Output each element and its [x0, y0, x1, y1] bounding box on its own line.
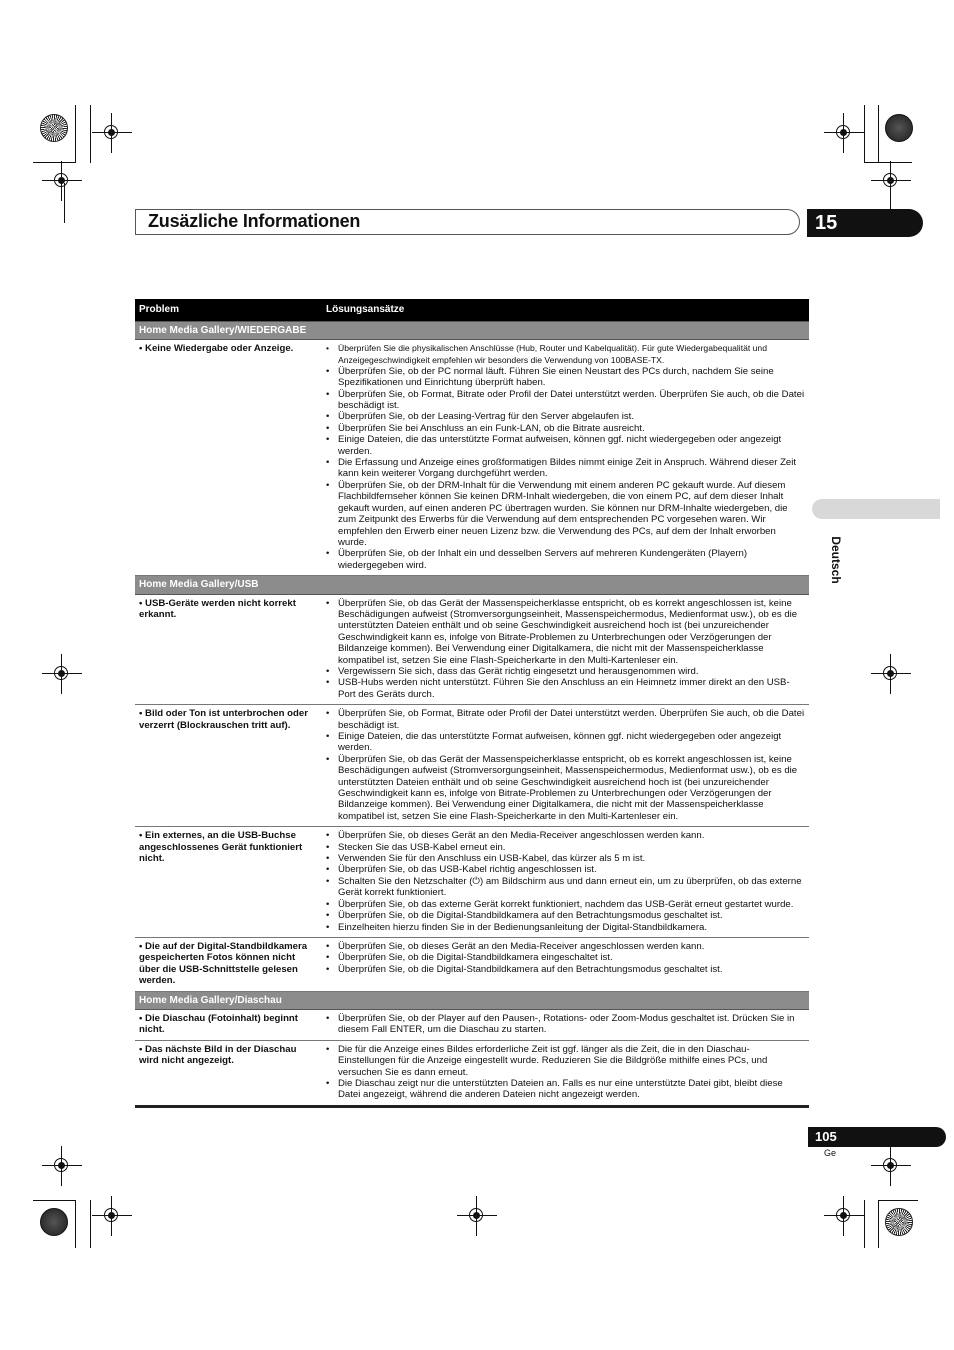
registration-cross-icon — [824, 113, 864, 153]
table-row — [135, 1009, 809, 1040]
solution-item: • Überprüfen Sie, ob der PC normal läuft. Führen Sie einen Neustart des PCs durch, nachdem Sie seine Spezifikationen und Einrichtung überprüft haben. — [326, 366, 805, 389]
section-header-row — [135, 576, 809, 594]
table-row — [135, 705, 809, 827]
problem-cell: • USB-Geräte werden nicht korrekt erkannt. — [135, 594, 322, 705]
solutions-cell — [322, 594, 809, 705]
section-header-row — [135, 991, 809, 1009]
registration-cross-icon — [871, 1146, 911, 1186]
problem-cell: • Ein externes, an die USB-Buchse angeschlossenes Gerät funktioniert nicht. — [135, 827, 322, 938]
solution-item: • Einzelheiten hierzu finden Sie in der Bedienungsanleitung der Digital-Standbildkamera. — [326, 922, 805, 933]
solutions-cell — [322, 1040, 809, 1106]
solution-item: • Einige Dateien, die das unterstützte Format aufweisen, können ggf. nicht wiedergegeben oder angezeigt werden. — [326, 434, 805, 457]
solution-item: • Überprüfen Sie, ob der Player auf den Pausen-, Rotations- oder Zoom-Modus geschaltet ist. Drücken Sie in diesem Fall ENTER, um die Diaschau zu starten. — [326, 1013, 805, 1036]
solution-item: • Überprüfen Sie, ob die Digital-Standbildkamera auf den Betrachtungsmodus geschaltet ist. — [326, 910, 805, 921]
table-row — [135, 594, 809, 705]
solution-item: • Stecken Sie das USB-Kabel erneut ein. — [326, 842, 805, 853]
solutions-list — [326, 708, 805, 822]
problem-cell: • Bild oder Ton ist unterbrochen oder verzerrt (Blockrauschen tritt auf). — [135, 705, 322, 827]
crop-mark — [878, 1200, 918, 1201]
solutions-list — [326, 1044, 805, 1101]
solutions-cell — [322, 705, 809, 827]
solution-item: • Überprüfen Sie, ob der DRM-Inhalt für die Verwendung mit einem anderen PC gekauft wurde. Auf diesem Flachbildfernseher können Sie keinen DRM-Inhalt wiedergeben, die von einem PC, auf dem dieser Inhalt gekauft wurden, auf einen anderen PC übertragen wurden. Sie können nur DRM-Inhalte wiedergeben, die zum Zeitpunkt des Erwerbs für die Verwendung auf dem entsprechenden PC vorgesehen waren. Wir empfehlen den Erwerb einer neuen Lizenz bzw. die Verwendung des PCs, auf dem der Inhalt erworben wurde. — [326, 480, 805, 548]
solution-item: • Überprüfen Sie, ob das externe Gerät korrekt funktioniert, nachdem das USB-Gerät erneut gestartet wurde. — [326, 899, 805, 910]
page-number-badge: 105 — [808, 1127, 946, 1147]
solution-item: • Schalten Sie den Netzschalter (⏻) am Bildschirm aus und dann erneut ein, um zu überprüfen, ob das externe Gerät korrekt funktioniert. — [326, 876, 805, 899]
solution-item: • Überprüfen Sie, ob die Digital-Standbildkamera auf den Betrachtungsmodus geschaltet ist. — [326, 964, 805, 975]
solution-item: • Überprüfen Sie, ob der Inhalt ein und desselben Servers auf mehreren Kundengeräten (Playern) wiedergegeben wird. — [326, 548, 805, 571]
solution-item: • Überprüfen Sie, ob der Leasing-Vertrag für den Server abgelaufen ist. — [326, 411, 805, 422]
solution-item: • Die für die Anzeige eines Bildes erforderliche Zeit ist ggf. länger als die Zeit, die in den Diaschau-Einstellungen für die Anzeige eingestellt wurde. Reduzieren Sie die Bildgröße mithilfe eines PCs, und versuchen Sie es dann erneut. — [326, 1044, 805, 1078]
table-row — [135, 827, 809, 938]
solutions-list — [326, 343, 805, 571]
troubleshooting-table — [135, 299, 809, 1108]
section-title: Home Media Gallery/WIEDERGABE — [135, 322, 809, 340]
solutions-list — [326, 598, 805, 701]
problem-cell: • Die Diaschau (Fotoinhalt) beginnt nicht. — [135, 1009, 322, 1040]
registration-cross-icon — [871, 161, 911, 201]
solution-item: • Überprüfen Sie, ob dieses Gerät an den Media-Receiver angeschlossen werden kann. — [326, 941, 805, 952]
problem-cell: • Das nächste Bild in der Diaschau wird nicht angezeigt. — [135, 1040, 322, 1106]
chapter-header — [135, 209, 800, 235]
crop-mark — [75, 1200, 76, 1248]
solution-item: • Verwenden Sie für den Anschluss ein USB-Kabel, das kürzer als 5 m ist. — [326, 853, 805, 864]
rosette-mark-icon — [40, 1208, 68, 1236]
registration-cross-icon — [92, 1196, 132, 1236]
language-label: Deutsch — [829, 536, 843, 584]
crop-mark — [33, 1200, 75, 1201]
solutions-cell — [322, 827, 809, 938]
section-header-row — [135, 322, 809, 340]
table-row — [135, 937, 809, 991]
registration-cross-icon — [42, 654, 82, 694]
rosette-mark-icon — [40, 114, 68, 142]
language-code: Ge — [824, 1148, 837, 1158]
problem-cell: • Keine Wiedergabe oder Anzeige. — [135, 340, 322, 576]
registration-cross-icon — [42, 161, 82, 201]
crop-mark — [90, 1200, 91, 1248]
section-title: Home Media Gallery/Diaschau — [135, 991, 809, 1009]
registration-cross-icon — [824, 1196, 864, 1236]
solution-item: • Überprüfen Sie bei Anschluss an ein Funk-LAN, ob die Bitrate ausreicht. — [326, 423, 805, 434]
crop-mark — [90, 105, 91, 163]
solution-item: • Überprüfen Sie die physikalischen Anschlüsse (Hub, Router und Kabelqualität). Für gute Wiedergabequalität und Anzeigegeschwindigkeit empfehlen wir besonders die Verwendung von 100BASE-TX. — [326, 343, 805, 365]
solution-item: • Einige Dateien, die das unterstützte Format aufweisen, können ggf. nicht wiedergegeben oder angezeigt werden. — [326, 731, 805, 754]
crop-mark — [878, 1200, 879, 1248]
registration-cross-icon — [457, 1196, 497, 1236]
problem-cell: • Die auf der Digital-Standbildkamera gespeicherten Fotos können nicht über die USB-Schnittstelle gelesen werden. — [135, 937, 322, 991]
registration-cross-icon — [92, 113, 132, 153]
crop-mark — [864, 105, 865, 163]
section-title: Home Media Gallery/USB — [135, 576, 809, 594]
table-row — [135, 1040, 809, 1106]
crop-mark — [75, 105, 76, 163]
solutions-list — [326, 941, 805, 975]
table-body — [135, 322, 809, 1107]
solution-item: • Überprüfen Sie, ob Format, Bitrate oder Profil der Datei unterstützt werden. Überprüfen Sie auch, ob die Datei beschädigt ist. — [326, 708, 805, 731]
solution-item: • Überprüfen Sie, ob die Digital-Standbildkamera eingeschaltet ist. — [326, 952, 805, 963]
solution-item: • Vergewissern Sie sich, dass das Gerät richtig eingesetzt und herausgenommen wird. — [326, 666, 805, 677]
registration-cross-icon — [42, 1146, 82, 1186]
solution-item: • Die Diaschau zeigt nur die unterstützten Dateien an. Falls es nur eine unterstützte Datei gibt, bleibt diese Datei angezeigt, während die anderen Dateien nicht angezeigt werden. — [326, 1078, 805, 1101]
rosette-mark-icon — [885, 114, 913, 142]
chapter-number-badge: 15 — [807, 209, 923, 237]
solution-item: • Überprüfen Sie, ob das Gerät der Massenspeicherklasse entspricht, ob es korrekt angeschlossen ist, keine Beschädigungen aufweist (Stromversorgungseinheit, Massenspeichermodus, Medienformat usw.), ob es die unterstützten Dateien enthält und ob seine Geschwindigkeit ausreichend hoch ist (bei unzureichender Geschwindigkeit kann es, infolge von Bitrate-Problemen zu Unterbrechungen oder Verzögerungen der Bildanzeige kommen). Bei Verwendung einer Digitalkamera, die nicht mit der Massenspeicherklasse kompatibel ist, setzen Sie eine Flash-Speicherkarte in den Multi-Kartenleser ein. — [326, 754, 805, 822]
crop-mark — [878, 105, 879, 163]
page-title: Zusäzliche Informationen — [148, 211, 361, 231]
table-row — [135, 340, 809, 576]
solutions-cell — [322, 937, 809, 991]
solutions-list — [326, 1013, 805, 1036]
solutions-cell — [322, 340, 809, 576]
solution-item: • Überprüfen Sie, ob das Gerät der Massenspeicherklasse entspricht, ob es korrekt angeschlossen ist, keine Beschädigungen aufweist (Stromversorgungseinheit, Massenspeichermodus, Medienformat usw.), ob es die unterstützten Dateien enthält und ob seine Geschwindigkeit ausreichend hoch ist (bei unzureichender Geschwindigkeit kann es, infolge von Bitrate-Problemen zu Unterbrechungen oder Verzögerungen der Bildanzeige kommen). Bei Verwendung einer Digitalkamera, die nicht mit der Massenspeicherklasse kompatibel ist, setzen Sie eine Flash-Speicherkarte in den Multi-Kartenleser ein. — [326, 598, 805, 666]
solutions-list — [326, 830, 805, 933]
language-tab — [812, 499, 940, 519]
registration-cross-icon — [871, 654, 911, 694]
solutions-cell — [322, 1009, 809, 1040]
column-header-problem: Problem — [135, 299, 322, 322]
solution-item: • Überprüfen Sie, ob das USB-Kabel richtig angeschlossen ist. — [326, 864, 805, 875]
solution-item: • Die Erfassung und Anzeige eines großformatigen Bildes nimmt einige Zeit in Anspruch. Während dieser Zeit kann kein weiterer Vorgang durchgeführt werden. — [326, 457, 805, 480]
solution-item: • Überprüfen Sie, ob dieses Gerät an den Media-Receiver angeschlossen werden kann. — [326, 830, 805, 841]
rosette-mark-icon — [885, 1208, 913, 1236]
solution-item: • USB-Hubs werden nicht unterstützt. Führen Sie den Anschluss an ein Heimnetz immer direkt an den USB-Port des Geräts durch. — [326, 677, 805, 700]
column-header-solutions: Lösungsansätze — [322, 299, 809, 322]
solution-item: • Überprüfen Sie, ob Format, Bitrate oder Profil der Datei unterstützt werden. Überprüfen Sie auch, ob die Datei beschädigt ist. — [326, 389, 805, 412]
crop-mark — [864, 1200, 865, 1248]
table-header-row — [135, 299, 809, 322]
